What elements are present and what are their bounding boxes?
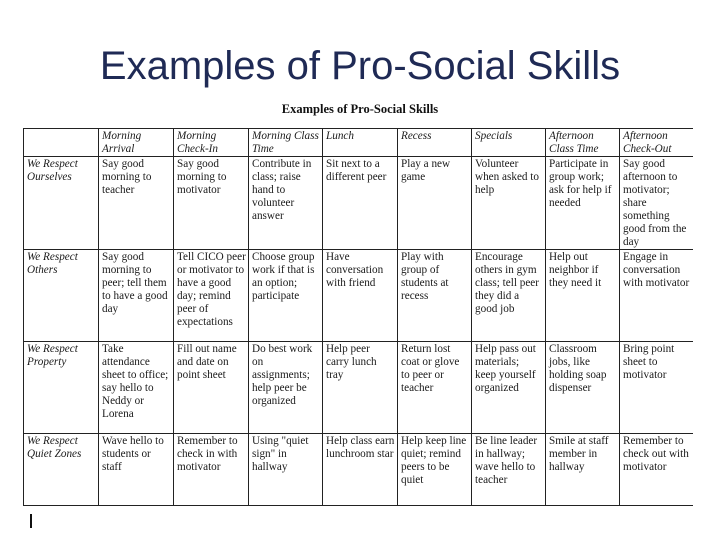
column-header: Recess (398, 129, 472, 157)
row-header: We Respect Property (24, 342, 99, 434)
skills-table-container (23, 128, 693, 524)
table-row (24, 342, 694, 434)
table-cell: Classroom jobs, like holding soap dispenser (546, 342, 620, 434)
table-cell: Engage in conversation with motivator (620, 250, 694, 342)
table-header-row (24, 129, 694, 157)
table-cell: Remember to check in with motivator (174, 434, 249, 506)
table-cell: Bring point sheet to motivator (620, 342, 694, 434)
table-cell: Fill out name and date on point sheet (174, 342, 249, 434)
table-cell: Take attendance sheet to office; say hello to Neddy or Lorena (99, 342, 174, 434)
table-cell: Help peer carry lunch tray (323, 342, 398, 434)
table-row (24, 250, 694, 342)
table-cell: Say good morning to motivator (174, 157, 249, 250)
table-cell: Wave hello to students or staff (99, 434, 174, 506)
table-cell: Sit next to a different peer (323, 157, 398, 250)
table-cell: Help keep line quiet; remind peers to be quiet (398, 434, 472, 506)
column-header: Morning Arrival (99, 129, 174, 157)
table-cell: Say good morning to peer; tell them to have a good day (99, 250, 174, 342)
table-cell: Contribute in class; raise hand to volunteer answer (249, 157, 323, 250)
table-cell: Say good morning to teacher (99, 157, 174, 250)
column-header (24, 129, 99, 157)
table-cell: Say good afternoon to motivator; share something good from the day (620, 157, 694, 250)
table-cell: Remember to check out with motivator (620, 434, 694, 506)
pro-social-skills-table (23, 128, 693, 506)
document-title: Examples of Pro-Social Skills (281, 102, 439, 116)
table-cell: Choose group work if that is an option; participate (249, 250, 323, 342)
row-header: We Respect Quiet Zones (24, 434, 99, 506)
table-cell: Using "quiet sign" in hallway (249, 434, 323, 506)
column-header: Morning Class Time (249, 129, 323, 157)
slide-title: Examples of Pro-Social Skills (99, 44, 621, 88)
row-header: We Respect Ourselves (24, 157, 99, 250)
column-header: Morning Check-In (174, 129, 249, 157)
table-cell: Play with group of students at recess (398, 250, 472, 342)
column-header: Lunch (323, 129, 398, 157)
column-header: Specials (472, 129, 546, 157)
table-cell: Help class earn lunchroom star (323, 434, 398, 506)
table-cell: Return lost coat or glove to peer or teacher (398, 342, 472, 434)
column-header: Afternoon Class Time (546, 129, 620, 157)
row-header: We Respect Others (24, 250, 99, 342)
table-cell: Smile at staff member in hallway (546, 434, 620, 506)
table-row (24, 157, 694, 250)
table-cell: Participate in group work; ask for help if needed (546, 157, 620, 250)
text-cursor-mark (30, 514, 32, 528)
column-header: Afternoon Check-Out (620, 129, 694, 157)
table-cell: Have conversation with friend (323, 250, 398, 342)
table-cell: Be line leader in hallway; wave hello to teacher (472, 434, 546, 506)
table-cell: Encourage others in gym class; tell peer they did a good job (472, 250, 546, 342)
table-cell: Help out neighbor if they need it (546, 250, 620, 342)
table-cell: Volunteer when asked to help (472, 157, 546, 250)
table-cell: Tell CICO peer or motivator to have a good day; remind peer of expectations (174, 250, 249, 342)
table-cell: Play a new game (398, 157, 472, 250)
table-row (24, 434, 694, 506)
table-cell: Do best work on assignments; help peer be organized (249, 342, 323, 434)
table-cell: Help pass out materials; keep yourself organized (472, 342, 546, 434)
